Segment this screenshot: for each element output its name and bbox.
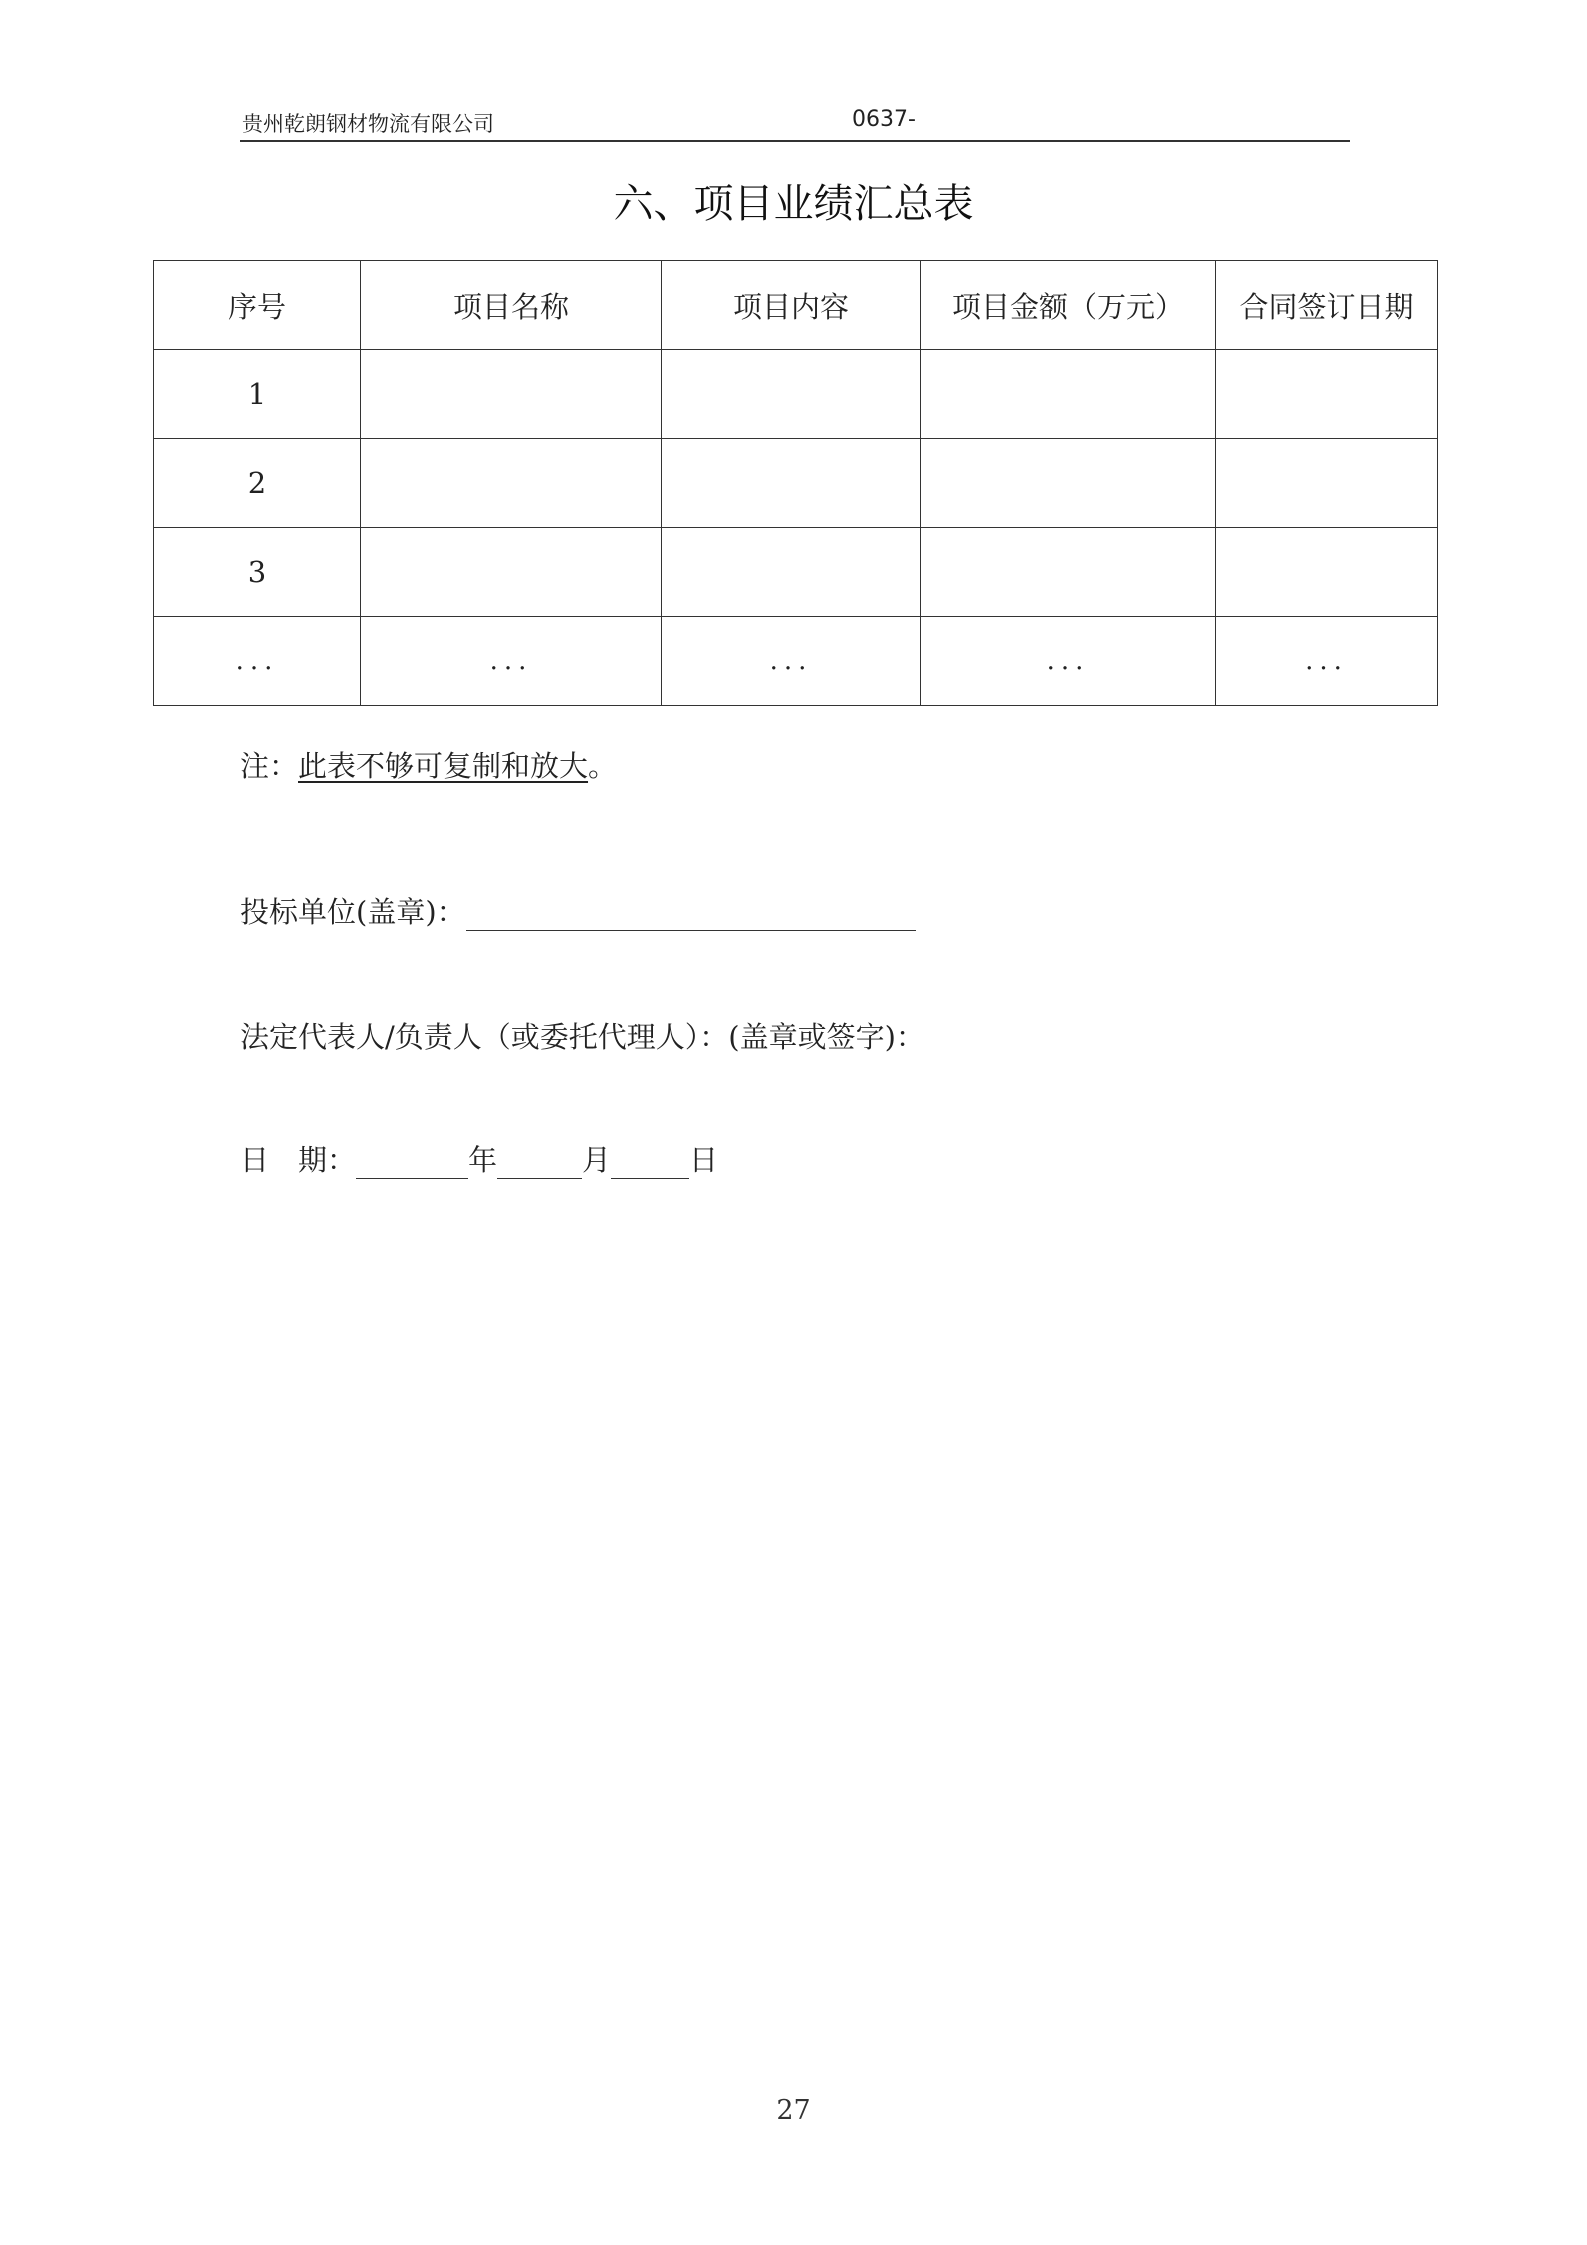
note-prefix: 注： bbox=[240, 749, 299, 783]
month-blank[interactable] bbox=[497, 1144, 582, 1179]
cell-contract-date: ... bbox=[1216, 617, 1438, 706]
cell-project-content: ... bbox=[662, 617, 921, 706]
cell-project-name: ... bbox=[361, 617, 662, 706]
cell-contract-date bbox=[1216, 439, 1438, 528]
cell-serial-number: ... bbox=[154, 617, 361, 706]
date-label: 日 期： bbox=[240, 1143, 357, 1177]
table-header-row bbox=[154, 261, 1438, 350]
cell-project-content bbox=[662, 528, 921, 617]
page-header bbox=[240, 100, 1350, 142]
cell-project-name bbox=[361, 439, 662, 528]
year-blank[interactable] bbox=[356, 1144, 468, 1179]
page-number: 27 bbox=[776, 2095, 811, 2126]
day-blank[interactable] bbox=[611, 1144, 689, 1179]
cell-contract-date bbox=[1216, 528, 1438, 617]
cell-project-name bbox=[361, 350, 662, 439]
representative-signature-line bbox=[240, 1015, 925, 1056]
cell-project-amount: ... bbox=[921, 617, 1216, 706]
cell-project-amount bbox=[921, 439, 1216, 528]
table-row bbox=[154, 528, 1438, 617]
header-project-content: 项目内容 bbox=[662, 261, 921, 350]
bidder-signature-line bbox=[240, 890, 916, 931]
bidder-seal-blank[interactable] bbox=[466, 896, 916, 931]
cell-project-content bbox=[662, 439, 921, 528]
page-title: 六、项目业绩汇总表 bbox=[613, 181, 974, 227]
performance-summary-table bbox=[153, 260, 1438, 706]
table-row bbox=[154, 350, 1438, 439]
header-code: 0637- bbox=[852, 107, 916, 132]
header-serial-number: 序号 bbox=[154, 261, 361, 350]
date-line bbox=[240, 1138, 718, 1179]
cell-project-amount bbox=[921, 350, 1216, 439]
note-text: 此表不够可复制和放大 bbox=[298, 749, 589, 783]
cell-serial-number: 3 bbox=[154, 528, 361, 617]
year-label: 年 bbox=[468, 1143, 498, 1177]
header-project-name: 项目名称 bbox=[361, 261, 662, 350]
day-label: 日 bbox=[689, 1143, 719, 1177]
cell-project-name bbox=[361, 528, 662, 617]
representative-label: 法定代表人/负责人（或委托代理人）：(盖章或签字)： bbox=[240, 1020, 925, 1054]
table-row bbox=[154, 617, 1438, 706]
header-company: 贵州乾朗钢材物流有限公司 bbox=[242, 112, 494, 136]
header-project-amount: 项目金额（万元） bbox=[921, 261, 1216, 350]
cell-project-content bbox=[662, 350, 921, 439]
cell-project-amount bbox=[921, 528, 1216, 617]
note-suffix: 。 bbox=[588, 749, 618, 783]
cell-serial-number: 2 bbox=[154, 439, 361, 528]
table-row bbox=[154, 439, 1438, 528]
month-label: 月 bbox=[582, 1143, 612, 1177]
cell-contract-date bbox=[1216, 350, 1438, 439]
header-contract-date: 合同签订日期 bbox=[1216, 261, 1438, 350]
bidder-label: 投标单位(盖章)： bbox=[240, 895, 466, 929]
table-note bbox=[240, 744, 617, 785]
cell-serial-number: 1 bbox=[154, 350, 361, 439]
